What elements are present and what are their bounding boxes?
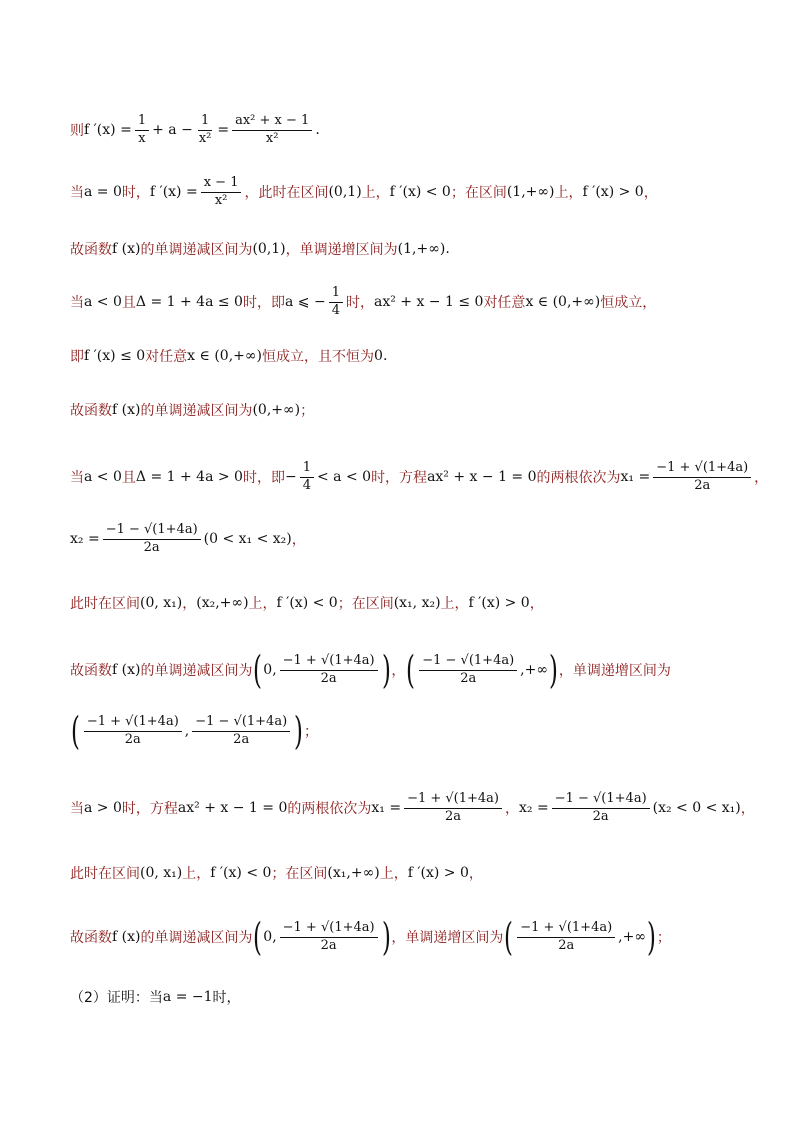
formula-line-9	[70, 590, 754, 616]
fraction	[280, 654, 378, 687]
text: 且	[121, 470, 136, 486]
math: ax² + x − 1 = 0	[427, 469, 537, 485]
text: 此时在区间	[70, 866, 140, 882]
text: 的单调递减区间为	[140, 242, 253, 258]
math: ,+∞	[618, 929, 647, 945]
math: (x₂,+∞)	[196, 595, 249, 611]
math: f ′(x) > 0	[468, 595, 530, 611]
numerator: x − 1	[201, 176, 242, 193]
math: (x₁, x₂)	[393, 595, 441, 611]
text: 对任意	[483, 295, 526, 311]
numerator: −1 + √(1+4a)	[653, 461, 751, 478]
numerator: −1 + √(1+4a)	[517, 921, 615, 938]
text: 时，	[212, 990, 241, 1006]
text: 上，	[182, 866, 211, 882]
denominator: 2a	[558, 937, 575, 953]
formula-line-6	[70, 397, 754, 423]
math: x₂ =	[519, 800, 549, 816]
text: ，	[468, 866, 483, 882]
text: 则	[70, 123, 84, 139]
denominator: 2a	[320, 670, 337, 686]
fraction	[196, 114, 215, 147]
text: ；在区间	[450, 185, 507, 201]
numerator: −1 − √(1+4a)	[419, 654, 517, 671]
left-paren: (	[70, 709, 80, 753]
numerator: −1 + √(1+4a)	[404, 792, 502, 809]
math: f (x)	[112, 929, 141, 945]
math: f (x)	[112, 402, 141, 418]
text: 的两根依次为	[287, 801, 372, 817]
right-paren: )	[381, 915, 391, 959]
numerator: −1 − √(1+4a)	[552, 792, 650, 809]
text: 恒成立，且不恒为	[262, 349, 375, 365]
denominator: x	[138, 130, 146, 146]
math: x ∈ (0,+∞)	[187, 348, 263, 364]
formula-line-3	[70, 236, 754, 262]
left-paren: (	[253, 915, 263, 959]
numerator: ax² + x − 1	[232, 114, 312, 131]
formula-line-2	[70, 170, 754, 214]
denominator: 2a	[445, 808, 462, 824]
formula-line-10	[70, 645, 754, 695]
text: ，	[740, 801, 755, 817]
text: ，	[754, 470, 769, 486]
math: 0,	[263, 929, 277, 945]
fraction	[653, 461, 751, 494]
text: 故函数	[70, 930, 112, 946]
denominator: 2a	[320, 937, 337, 953]
text: ，单调递增区间为	[285, 242, 398, 258]
denominator: 4	[302, 477, 311, 493]
text: 恒成立，	[600, 295, 657, 311]
math: (1,+∞)	[506, 184, 555, 200]
text: 当	[70, 470, 84, 486]
text: 故函数	[70, 663, 112, 679]
denominator: 2a	[460, 670, 477, 686]
math: a = −1	[162, 989, 213, 1005]
math: < a < 0	[316, 469, 372, 485]
numerator: −1 − √(1+4a)	[103, 523, 201, 540]
numerator: −1 + √(1+4a)	[84, 715, 182, 732]
fraction	[419, 654, 517, 687]
formula-line-8	[70, 517, 754, 561]
text: 上，	[440, 596, 469, 612]
text: 时，方程	[121, 801, 178, 817]
math: f (x)	[112, 241, 141, 257]
fraction	[232, 114, 312, 147]
math: −	[284, 469, 297, 485]
math: 0	[374, 348, 383, 364]
numerator: 1	[198, 114, 212, 131]
math: ax² + x − 1 = 0	[177, 800, 288, 816]
formula-line-5	[70, 343, 754, 369]
text: 时，方程	[371, 470, 428, 486]
text: 即	[70, 349, 84, 365]
fraction	[552, 792, 650, 825]
fraction	[84, 715, 182, 748]
math: (1,+∞)	[397, 241, 446, 257]
text: ，	[391, 663, 406, 679]
fraction	[201, 176, 242, 209]
fraction	[103, 523, 201, 556]
text: 的单调递减区间为	[140, 403, 253, 419]
text: ；	[300, 403, 315, 419]
text: ；	[656, 930, 671, 946]
denominator: 4	[331, 302, 340, 318]
right-paren: )	[646, 915, 656, 959]
numerator: 1	[135, 114, 149, 131]
denominator: x²	[214, 192, 228, 208]
text: 对任意	[145, 349, 188, 365]
math: .	[382, 348, 388, 364]
text: 时，	[121, 185, 150, 201]
math: a < 0	[84, 469, 122, 485]
math: a < 0	[84, 294, 122, 310]
math: f ′(x) ≤ 0	[84, 348, 146, 364]
formula-line-14	[70, 912, 754, 962]
left-paren: (	[406, 648, 416, 692]
math: Δ = 1 + 4a ≤ 0	[135, 294, 243, 310]
numerator: −1 − √(1+4a)	[192, 715, 290, 732]
fraction	[517, 921, 615, 954]
math: (0, x₁)	[140, 865, 183, 881]
fraction	[300, 461, 314, 494]
math: a = 0	[84, 184, 122, 200]
math: 0,	[263, 662, 277, 678]
text: 故函数	[70, 242, 112, 258]
text: 此时在区间	[70, 596, 140, 612]
math: (0 < x₁ < x₂)	[203, 531, 292, 547]
text: ；在区间	[271, 866, 328, 882]
math: f ′(x) =	[149, 184, 198, 200]
text: ，单调递增区间为	[391, 930, 504, 946]
numerator: −1 + √(1+4a)	[280, 654, 378, 671]
denominator: x²	[265, 130, 279, 146]
math: .	[315, 122, 320, 138]
numerator: −1 + √(1+4a)	[280, 921, 378, 938]
text: ，	[505, 801, 519, 817]
right-paren: )	[294, 709, 304, 753]
fraction	[329, 286, 343, 319]
denominator: 2a	[233, 731, 250, 747]
text: 时，即	[242, 295, 285, 311]
right-paren: )	[548, 648, 558, 692]
math: (0,1)	[328, 184, 362, 200]
math: f ′(x) < 0	[276, 595, 338, 611]
denominator: x²	[198, 130, 212, 146]
text: 时，	[345, 295, 374, 311]
text: 上，	[554, 185, 583, 201]
math: x₁ =	[620, 469, 651, 485]
math: (0,+∞)	[252, 402, 301, 418]
numerator: 1	[329, 286, 343, 303]
formula-line-1	[70, 108, 754, 152]
math: f ′(x) > 0	[582, 184, 644, 200]
formula-line-13	[70, 860, 754, 886]
text: ，	[529, 596, 544, 612]
math: x₁ =	[371, 800, 402, 816]
math: (x₁,+∞)	[327, 865, 380, 881]
formula-line-11	[70, 706, 754, 756]
text: 且	[121, 295, 136, 311]
text: 的单调递减区间为	[140, 930, 253, 946]
math: f ′(x) < 0	[389, 184, 451, 200]
math: f ′(x) > 0	[407, 865, 469, 881]
math: (0,1)	[252, 241, 286, 257]
text: ，单调递增区间为	[558, 663, 671, 679]
math: Δ = 1 + 4a > 0	[135, 469, 243, 485]
fraction	[135, 114, 149, 147]
math: ,+∞	[520, 662, 549, 678]
math: + a −	[152, 122, 193, 138]
text: 当	[70, 295, 84, 311]
text: 上，	[361, 185, 390, 201]
numerator: 1	[300, 461, 314, 478]
formula-line-12	[70, 786, 754, 830]
text: ；在区间	[337, 596, 394, 612]
denominator: 2a	[592, 808, 609, 824]
math: f ′(x) =	[84, 122, 132, 138]
formula-line-7	[70, 455, 769, 499]
math: f ′(x) < 0	[210, 865, 272, 881]
math: ax² + x − 1 ≤ 0	[373, 294, 484, 310]
right-paren: )	[381, 648, 391, 692]
math: x₂ =	[70, 531, 100, 547]
math: .	[445, 241, 450, 257]
text: ，	[182, 596, 197, 612]
text: ，	[291, 532, 306, 548]
left-paren: (	[504, 915, 514, 959]
math: ,	[184, 723, 190, 739]
text: 当	[70, 185, 84, 201]
text: 上，	[248, 596, 277, 612]
text: ，此时在区间	[244, 185, 329, 201]
text: 上，	[379, 866, 408, 882]
fraction	[280, 921, 378, 954]
fraction	[192, 715, 290, 748]
denominator: 2a	[143, 539, 160, 555]
math: f (x)	[112, 662, 141, 678]
math: a ⩽ −	[284, 294, 326, 310]
text: ；	[303, 724, 318, 740]
text: ，	[643, 185, 658, 201]
math: (0, x₁)	[140, 595, 183, 611]
text: （2）证明：当	[70, 990, 163, 1006]
math: a > 0	[84, 800, 122, 816]
text: 时，即	[242, 470, 285, 486]
text: 故函数	[70, 403, 112, 419]
left-paren: (	[253, 648, 263, 692]
formula-line-4	[70, 280, 754, 324]
text: 的单调递减区间为	[140, 663, 253, 679]
denominator: 2a	[694, 477, 711, 493]
formula-line-15	[70, 984, 754, 1010]
math: (x₂ < 0 < x₁)	[652, 800, 741, 816]
math: =	[217, 122, 230, 138]
text: 的两根依次为	[536, 470, 621, 486]
denominator: 2a	[124, 731, 141, 747]
fraction	[404, 792, 502, 825]
math: x ∈ (0,+∞)	[525, 294, 601, 310]
text: 当	[70, 801, 84, 817]
